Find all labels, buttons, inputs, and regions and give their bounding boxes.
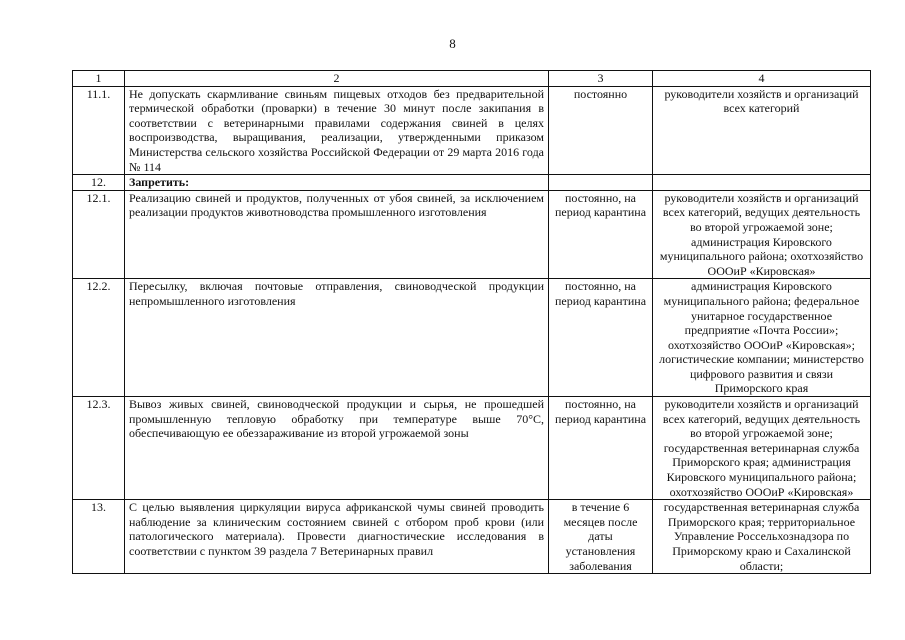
row-responsible: государственная ветеринарная служба Приморского края; территориальное Управление Россельхознадзора по Приморскому краю и Сахалинской области; [653, 500, 871, 574]
table-row [73, 175, 871, 191]
measures-table [72, 70, 871, 574]
row-term: постоянно [549, 86, 653, 175]
header-col-1: 1 [73, 71, 125, 87]
row-number: 11.1. [73, 86, 125, 175]
row-number: 12.2. [73, 279, 125, 397]
row-measure: Вывоз живых свиней, свиноводческой продукции и сырья, не прошедшей промышленную тепловую обработку при температуре выше 70°С, обеспечивающую ее обеззараживание из второй угрожаемой зоны [125, 397, 549, 500]
table-row [73, 500, 871, 574]
row-responsible: руководители хозяйств и организаций всех категорий, ведущих деятельность во второй угрожаемой зоне; государственная ветеринарная служба Приморского края; администрация Кировского муниципального района; охотхозяйство ОООиР «Кировская» [653, 397, 871, 500]
row-responsible [653, 175, 871, 191]
row-number: 12.1. [73, 190, 125, 279]
row-responsible: руководители хозяйств и организаций всех категорий, ведущих деятельность во второй угрожаемой зоне; администрация Кировского муниципального района; охотхозяйство ОООиР «Кировская» [653, 190, 871, 279]
table-header-row [73, 71, 871, 87]
row-measure: Запретить: [125, 175, 549, 191]
table-row [73, 397, 871, 500]
header-col-4: 4 [653, 71, 871, 87]
table-row [73, 86, 871, 175]
row-responsible: руководители хозяйств и организаций всех категорий [653, 86, 871, 175]
row-measure: Не допускать скармливание свиньям пищевых отходов без предварительной термической обработки (проварки) в течение 30 минут после закипания в соответствии с ветеринарными правилами содержания свиней в целях воспроизводства, выращивания, реализации, утвержденными приказом Министерства сельского хозяйства Российской Федерации от 29 марта 2016 года № 114 [125, 86, 549, 175]
row-number: 12. [73, 175, 125, 191]
row-measure: С целью выявления циркуляции вируса африканской чумы свиней проводить наблюдение за клиническим состоянием свиней с отбором проб крови (или патологического материала). Провести диагностические исследования в соответствии с пунктом 39 раздела 7 Ветеринарных правил [125, 500, 549, 574]
table-row [73, 190, 871, 279]
row-measure: Пересылку, включая почтовые отправления, свиноводческой продукции непромышленного изготовления [125, 279, 549, 397]
row-term: постоянно, на период карантина [549, 397, 653, 500]
header-col-2: 2 [125, 71, 549, 87]
table-row [73, 279, 871, 397]
row-term [549, 175, 653, 191]
row-number: 13. [73, 500, 125, 574]
row-measure: Реализацию свиней и продуктов, полученных от убоя свиней, за исключением реализации продуктов животноводства промышленного изготовления [125, 190, 549, 279]
row-number: 12.3. [73, 397, 125, 500]
row-term: постоянно, на период карантина [549, 190, 653, 279]
page-number: 8 [449, 36, 456, 51]
row-responsible: администрация Кировского муниципального района; федеральное унитарное государственное предприятие «Почта России»; охотхозяйство ОООиР «Кировская»; логистические компании; министерство цифрового развития и связи Приморского края [653, 279, 871, 397]
row-term: постоянно, на период карантина [549, 279, 653, 397]
row-term: в течение 6 месяцев после даты установления заболевания [549, 500, 653, 574]
header-col-3: 3 [549, 71, 653, 87]
